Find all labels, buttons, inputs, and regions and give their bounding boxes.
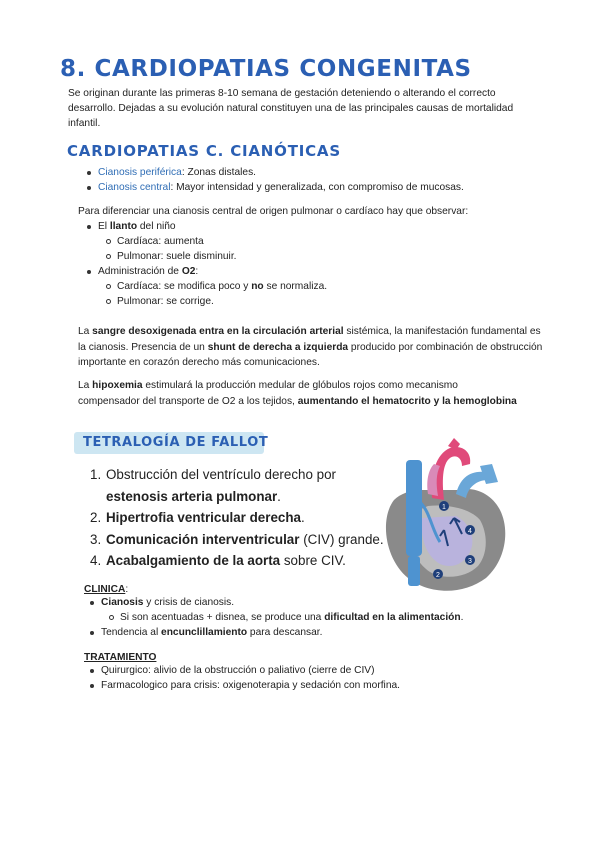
heart-icon — [386, 438, 505, 591]
text: El — [98, 221, 110, 232]
paragraph-hipoxemia — [78, 378, 518, 409]
bold-text: estenosis arteria pulmonar — [106, 488, 278, 504]
cianosis-types-list — [86, 165, 546, 195]
text: Si son acentuadas + disnea, se produce una — [120, 612, 325, 623]
list-item — [90, 550, 390, 572]
diagram-label-1 — [439, 501, 449, 511]
text: La — [78, 326, 93, 337]
text: y crisis de cianosis. — [143, 597, 235, 608]
text: : — [125, 584, 129, 595]
text: Cardíaca: aumenta — [117, 236, 204, 247]
sub-item — [105, 234, 546, 249]
page-title: 8. CARDIOPATIAS CONGENITAS — [60, 56, 472, 82]
text: del niño — [137, 221, 176, 232]
list-item — [89, 625, 544, 640]
text: se normaliza. — [263, 281, 328, 292]
text: estimulará la producción medular de glóbulos rojos como mecanismo compensador del transporte de O2 a los tejidos, — [78, 380, 458, 407]
list-item — [86, 165, 546, 180]
term-desc: : Mayor intensidad y generalizada, con compromiso de mucosas. — [170, 182, 464, 193]
text: (CIV) grande. — [299, 531, 384, 547]
bold-text: aumentando el hematocrito y la hemoglobina — [297, 395, 517, 407]
sub-item — [105, 294, 546, 309]
list-item — [89, 595, 544, 625]
bold-text: Cianosis — [101, 597, 144, 608]
heading-text: TETRALOGÍA DE FALLOT — [83, 435, 269, 450]
svg-text:2: 2 — [436, 572, 440, 579]
list-item — [86, 180, 546, 195]
bold-text: Acabalgamiento de la aorta — [106, 553, 281, 568]
text: . — [300, 510, 305, 525]
bold-text: llanto — [109, 221, 138, 232]
heart-diagram — [370, 438, 518, 600]
list-item: Quirurgico: alivio de la obstrucción o paliativo (cierre de CIV) — [89, 663, 544, 678]
text: : — [195, 266, 199, 277]
term: Cianosis central — [98, 182, 171, 193]
text: para descansar. — [247, 627, 323, 638]
text: sobre CIV. — [280, 553, 346, 568]
list-item — [86, 219, 546, 264]
section-heading-cianoticas: CARDIOPATIAS C. CIANÓTICAS — [67, 142, 341, 160]
text: producido por combinación de obstrucción importante en corazón derecho más comunicaciones. — [78, 341, 543, 368]
list-item — [90, 529, 390, 551]
text: Tendencia al — [101, 627, 162, 638]
text: Obstrucción del ventrículo derecho por — [106, 467, 336, 482]
differentiate-text: Para diferenciar una cianosis central de origen pulmonar o cardíaco hay que observar: — [78, 206, 469, 217]
text: Pulmonar: suele disminuir. — [117, 251, 237, 262]
text: Pulmonar: se corrige. — [117, 296, 214, 307]
sub-item — [105, 249, 546, 264]
text: . — [460, 612, 464, 623]
bold-text: hipoxemia — [92, 380, 143, 391]
bold-text: encunclillamiento — [161, 627, 248, 638]
list-item — [90, 507, 390, 529]
section-heading-fallot — [74, 432, 269, 454]
diagram-label-2 — [433, 569, 443, 579]
svg-text:4: 4 — [468, 528, 472, 535]
bold-text: shunt de derecha a izquierda — [207, 341, 349, 353]
svg-text:1: 1 — [442, 504, 446, 511]
list-item: Farmacologico para crisis: oxigenoterapia y sedación con morfina. — [89, 678, 544, 693]
term-desc: : Zonas distales. — [181, 167, 256, 178]
observation-list — [86, 219, 546, 309]
item-number: 1. — [90, 467, 102, 482]
section-subheading: TRATAMIENTO — [84, 652, 157, 663]
text: La — [78, 380, 93, 391]
bold-text: Comunicación interventricular — [106, 531, 300, 547]
item-number: 4. — [90, 553, 102, 568]
list-item — [86, 264, 546, 309]
paragraph-sangre — [78, 324, 546, 371]
bold-text: no — [251, 281, 264, 292]
item-number: 2. — [90, 510, 102, 525]
text: Administración de — [98, 266, 182, 277]
bold-text: dificultad en la alimentación — [324, 612, 461, 623]
diagram-label-3 — [465, 555, 475, 565]
term: Cianosis periférica — [98, 167, 182, 178]
sub-item — [105, 279, 546, 294]
intro-paragraph: Se originan durante las primeras 8-10 semana de gestación deteniendo o alterando el correcto desarrollo. Dejadas a su evolución natural constituyen una de las principales causas de mortalidad infantil. — [68, 88, 514, 129]
tratamiento-section — [84, 652, 544, 693]
clinica-section — [84, 584, 544, 640]
fallot-list — [90, 464, 390, 572]
text: Cardíaca: se modifica poco y — [117, 281, 252, 292]
svg-text:3: 3 — [468, 558, 472, 565]
section-subheading: CLINICA — [84, 584, 126, 595]
bold-text: Hipertrofia ventricular derecha — [106, 510, 301, 525]
text: sistémica, la manifestación fundamental es la cianosis. Presencia de un — [78, 326, 541, 353]
text: . — [277, 488, 281, 504]
list-item — [90, 464, 390, 507]
bold-text: sangre desoxigenada entra en la circulación arterial — [92, 326, 344, 337]
item-number: 3. — [90, 531, 102, 547]
sub-item — [108, 610, 544, 625]
bold-text: O2 — [181, 266, 196, 277]
diagram-label-4 — [465, 525, 475, 535]
